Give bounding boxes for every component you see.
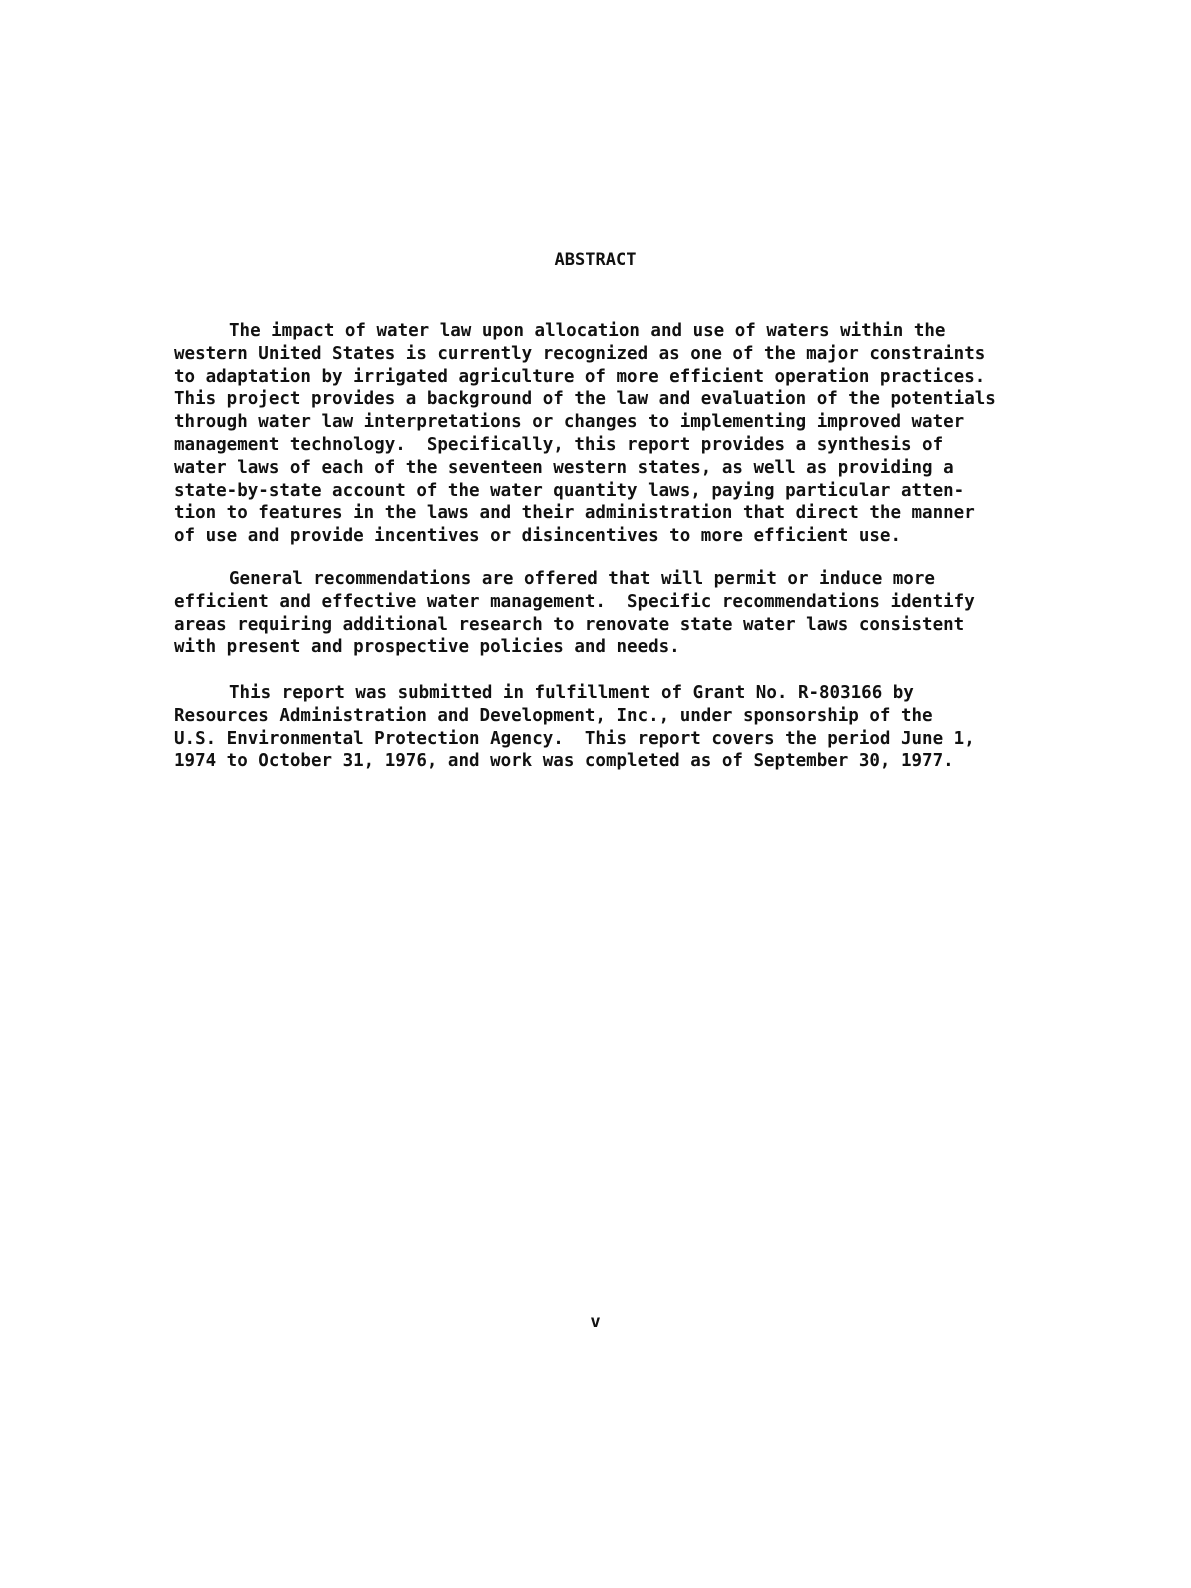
- text-line: The impact of water law upon allocation and use of waters within the: [229, 321, 946, 341]
- text-line: efficient and effective water management. Specific recommendations identify: [174, 591, 975, 612]
- abstract-paragraph-1: [174, 320, 1074, 548]
- text-line: of use and provide incentives or disincentives to more efficient use.: [174, 526, 901, 547]
- text-line: to adaptation by irrigated agriculture of more efficient operation practices.: [174, 366, 986, 387]
- text-line: with present and prospective policies and needs.: [174, 637, 680, 658]
- text-line: areas requiring additional research to renovate state water laws consistent: [174, 614, 965, 635]
- abstract-paragraph-2: [174, 568, 1074, 659]
- page-number: v: [590, 1312, 601, 1332]
- text-line: through water law interpretations or changes to implementing improved water: [174, 412, 965, 433]
- page-title: ABSTRACT: [554, 250, 637, 270]
- abstract-paragraph-3: [174, 682, 1074, 773]
- text-line: Resources Administration and Development, Inc., under sponsorship of the: [174, 705, 933, 726]
- text-line: tion to features in the laws and their administration that direct the manner: [174, 503, 975, 524]
- text-line: western United States is currently recognized as one of the major constraints: [174, 343, 986, 364]
- text-line: This report was submitted in fulfillment of Grant No. R-803166 by: [229, 683, 914, 703]
- text-line: 1974 to October 31, 1976, and work was completed as of September 30, 1977.: [174, 751, 954, 772]
- text-line: General recommendations are offered that will permit or induce more: [229, 569, 935, 589]
- text-line: This project provides a background of the law and evaluation of the potentials: [174, 389, 996, 410]
- text-line: state-by-state account of the water quantity laws, paying particular atten-: [174, 480, 965, 501]
- text-line: U.S. Environmental Protection Agency. This report covers the period June 1,: [174, 728, 975, 749]
- text-line: management technology. Specifically, this report provides a synthesis of: [174, 434, 944, 455]
- text-line: water laws of each of the seventeen western states, as well as providing a: [174, 457, 954, 478]
